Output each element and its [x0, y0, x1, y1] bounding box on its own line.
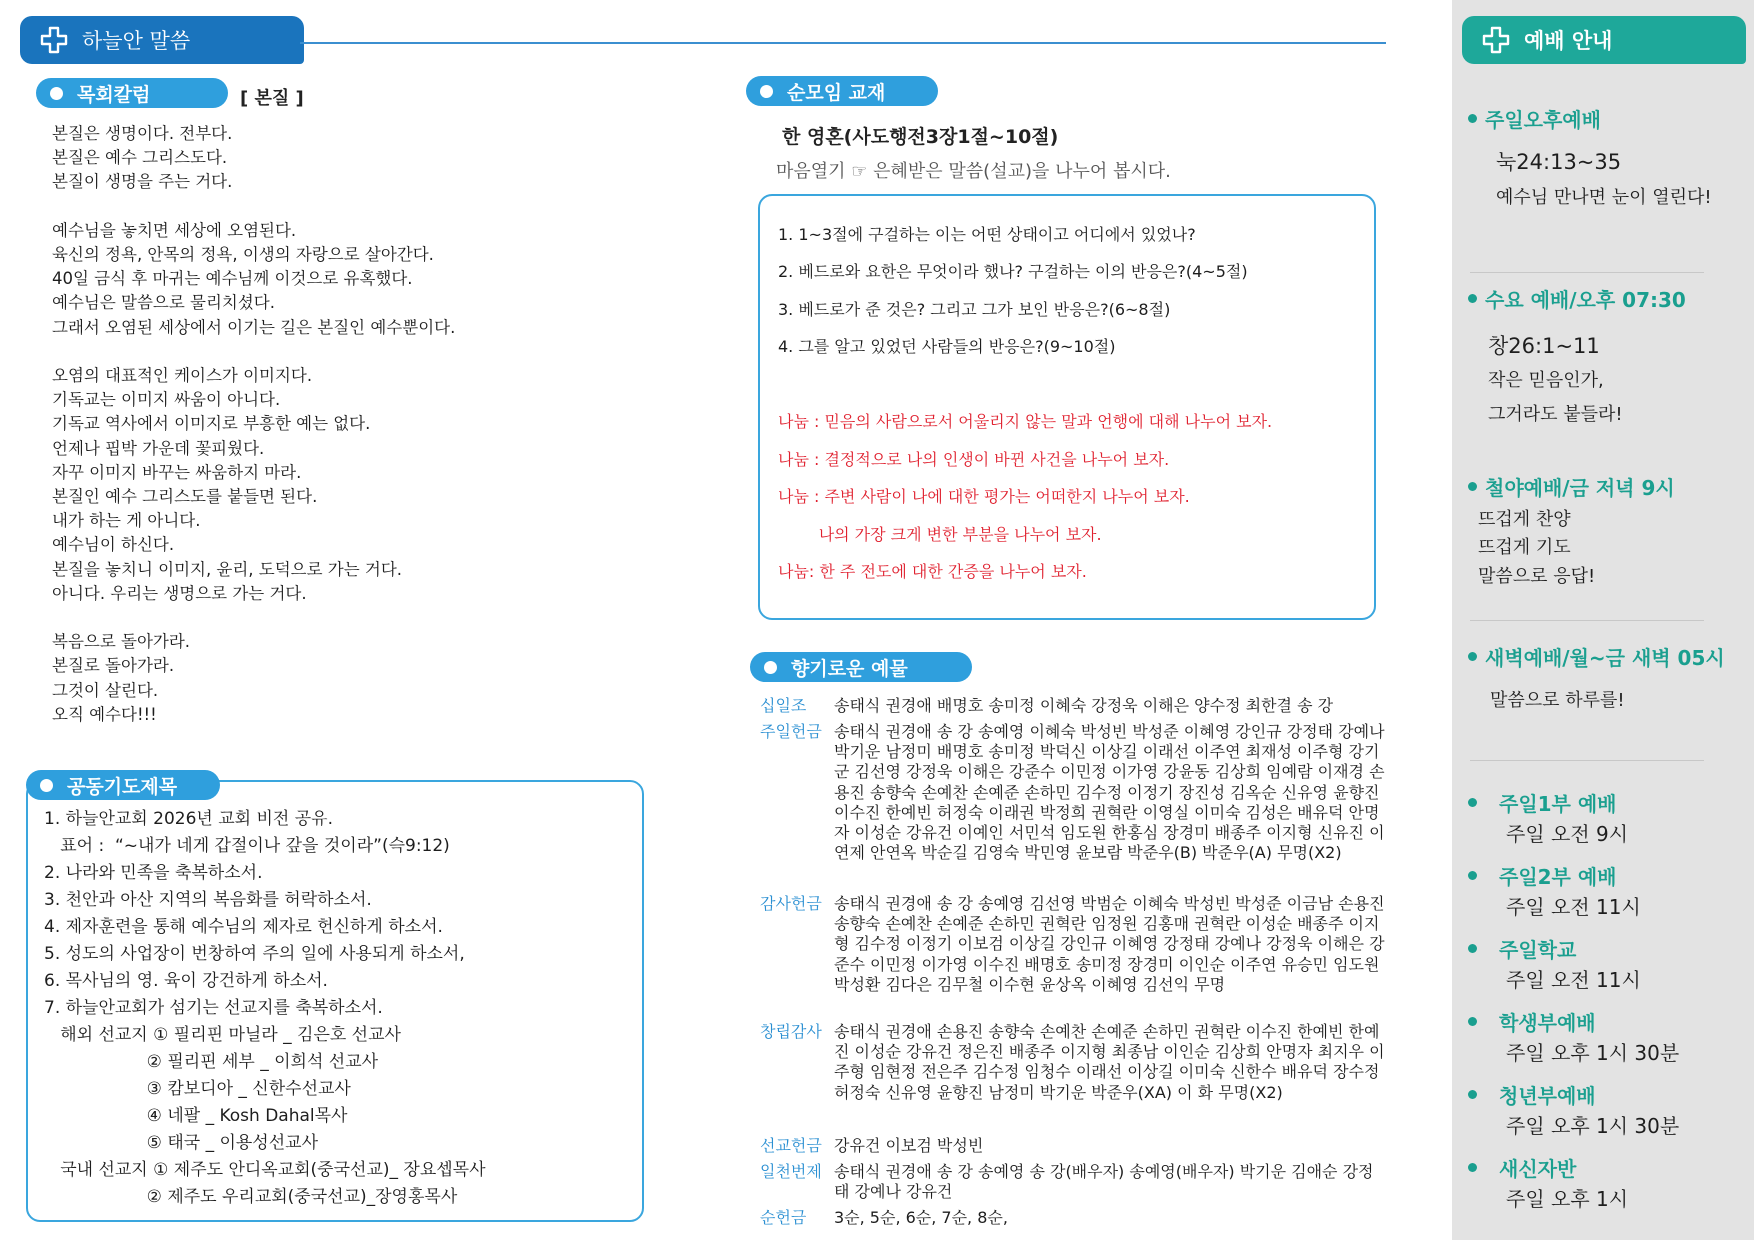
schedule-name: 주일1부 예배: [1499, 792, 1617, 816]
question-item: 4. 그를 알고 있었던 사람들의 반응은?(9~10절): [778, 337, 1116, 356]
bullet-icon: [1468, 652, 1477, 661]
bullet-icon: [1468, 1017, 1477, 1026]
bullet-icon: [1468, 944, 1477, 953]
cross-icon: [40, 26, 68, 54]
bullet-icon: [760, 85, 773, 98]
column-label-pill: [36, 78, 228, 108]
service-line: 창26:1~11: [1488, 334, 1600, 358]
prayer-label-pill: [26, 770, 220, 800]
worship-title: 예배 안내: [1524, 29, 1613, 53]
cell-label: 순모임 교재: [787, 81, 886, 104]
offerings-label: 향기로운 예물: [791, 657, 908, 680]
offering-type: 창립감사: [760, 1022, 822, 1041]
bullet-icon: [1468, 294, 1477, 303]
section-tag-sermon: [20, 16, 304, 64]
schedule-title: [1468, 934, 1576, 963]
offering-type: 주일헌금: [760, 722, 822, 741]
schedule-time: 주일 오전 11시: [1506, 968, 1641, 992]
bullet-icon: [1468, 482, 1477, 491]
offering-names: 송태식 권경애 송 강 송예영 김선영 박범순 이혜숙 박성빈 박성준 이금남 손용진 송향숙 손예찬 손예준 손하민 권혁란 임정원 김홍매 권혁란 이성순 배종주 이지형 김수정 이정기 이보검 이상길 강인규 이혜영 강정태 강예나 강정욱 이해은 강준수 이민정 이가영 이수진 배명호 송미정 장경미 이인순 이주연 유승민 임도원 박성환 김다은 김무철 이수현 윤상옥 이혜영 김선익 무명: [834, 894, 1385, 994]
offering-names: 3순, 5순, 6순, 7순, 8순,: [834, 1208, 1008, 1227]
bullet-icon: [1468, 1163, 1477, 1172]
prayer-label: 공동기도제목: [67, 775, 178, 798]
schedule-title: [1468, 1007, 1596, 1036]
sidebar-divider: [1470, 272, 1704, 273]
schedule-title: [1468, 861, 1616, 890]
cross-icon: [1482, 26, 1510, 54]
offering-names: 송태식 권경애 손용진 송향숙 손예찬 손예준 손하민 권혁란 이수진 한예빈 한예진 이성순 강유건 정은진 배종주 이지형 최종남 이인순 김상희 안명자 최지우 이주형 임현정 전은주 김수정 임청수 이래선 이상길 이미숙 신한수 배유덕 장수정 허정숙 신유영 윤향진 남정미 박기운 박준우(XA) 이 화 무명(X2): [834, 1022, 1385, 1102]
offering-names: 송태식 권경애 송 강 송예영 이혜숙 박성빈 박성준 이혜영 강인규 강정태 강예나 박기운 남정미 배명호 송미정 박덕신 이상길 이래선 이주연 최재성 이주형 강기군 김선영 강정욱 이해은 강준수 이민정 이가영 강윤동 김상희 임예람 이재경 손용진 송향숙 손예찬 손예준 손하민 김수정 이정기 장진성 김옥순 신유영 윤향진 이수진 한예빈 허정숙 이래권 박정희 권혁란 이영실 이미숙 김성은 배유덕 안명자 이성순 강유건 이예인 서민석 임도원 한홍심 장경미 배종주 이지형 신유진 이연제 안연옥 박순길 김영숙 박민영 윤보람 박준우(B) 박준우(A) 무명(X2): [834, 722, 1385, 863]
service-title: [1468, 642, 1725, 671]
service-title: [1468, 284, 1686, 313]
service-title: [1468, 472, 1675, 501]
header-rule: [300, 42, 1386, 44]
schedule-time: 주일 오전 11시: [1506, 895, 1641, 919]
bullet-icon: [1468, 871, 1477, 880]
bullet-icon: [40, 779, 53, 792]
service-line: 예수님 만나면 눈이 열린다!: [1496, 187, 1712, 208]
section-tag-worship: [1462, 16, 1746, 64]
offering-row: [760, 1162, 1380, 1204]
service-name: 새벽예배/월~금 새벽 05시: [1485, 646, 1725, 670]
service-line: 말씀으로 응답!: [1478, 566, 1596, 587]
cell-questions-box: [758, 194, 1376, 620]
schedule-name: 학생부예배: [1499, 1011, 1596, 1035]
cell-intro: 마음열기 ☞ 은혜받은 말씀(설교)을 나누어 봅시다.: [776, 161, 1171, 182]
offering-row: [760, 894, 1385, 1018]
schedule-name: 주일2부 예배: [1499, 865, 1617, 889]
prayer-body: 1. 하늘안교회 2026년 교회 비전 공유. 표어 : “~내가 네게 갑절이나 갚을 것이라”(슥9:12) 2. 나라와 민족을 축복하소서. 3. 천안과 아산 지역의 복음화를 허락하소서. 4. 제자훈련을 통해 예수님의 제자로 헌신하게 하소서. 5. 성도의 사업장이 번창하여 주의 일에 사용되게 하소서, 6. 목사님의 영. 육이 강건하게 하소서. 7. 하늘안교회가 섬기는 선교지를 축복하소서. 해외 선교지 ① 필리핀 마닐라 _ 김은호 선교사 ② 필리핀 세부 _ 이희석 선교사 ③ 캄보디아 _ 신한수선교사 ④ 네팔 _ Kosh Dahal목사 ⑤ 태국 _ 이용성선교사 국내 선교지 ① 제주도 안디옥교회(중국선교)_ 장요셉목사 ② 제주도 우리교회(중국선교)_장영홍목사: [44, 809, 486, 1207]
offering-row: [760, 1022, 1385, 1126]
schedule-title: [1468, 1153, 1576, 1182]
service-line: 그거라도 붙들라!: [1488, 404, 1623, 425]
bullet-icon: [764, 661, 777, 674]
bullet-icon: [1468, 114, 1477, 123]
service-name: 주일오후예배: [1485, 108, 1601, 132]
offering-type: 선교헌금: [760, 1136, 822, 1155]
schedule-name: 새신자반: [1499, 1157, 1577, 1181]
service-line: 말씀으로 하루를!: [1490, 690, 1625, 711]
schedule-time: 주일 오전 9시: [1506, 822, 1629, 846]
sharing-item: 나눔 : 결정적으로 나의 인생이 바뀐 사건을 나누어 보자.: [778, 450, 1170, 469]
schedule-time: 주일 오후 1시 30분: [1506, 1041, 1680, 1065]
question-item: 1. 1~3절에 구걸하는 이는 어떤 상태이고 어디에서 있었나?: [778, 225, 1196, 244]
offering-names: 송태식 권경애 송 강 송예영 송 강(배우자) 송예영(배우자) 박기운 김애순 강정태 강예나 강유건: [834, 1162, 1374, 1202]
cell-title: 한 영혼(사도행전3장1절~10절): [782, 126, 1059, 148]
offering-type: 감사헌금: [760, 894, 822, 913]
service-name: 철야예배/금 저녁 9시: [1485, 476, 1675, 500]
bullet-icon: [1468, 1090, 1477, 1099]
sharing-item: 나눔 : 주변 사람이 나에 대한 평가는 어떠한지 나누어 보자.: [778, 487, 1190, 506]
sidebar-divider: [1470, 620, 1704, 621]
offering-type: 순헌금: [760, 1208, 807, 1227]
schedule-name: 청년부예배: [1499, 1084, 1596, 1108]
offering-names: 강유건 이보검 박성빈: [834, 1136, 984, 1155]
schedule-time: 주일 오후 1시 30분: [1506, 1114, 1680, 1138]
question-item: 2. 베드로와 요한은 무엇이라 했나? 구걸하는 이의 반응은?(4~5절): [778, 262, 1248, 281]
service-line: 작은 믿음인가,: [1488, 370, 1604, 391]
offering-type: 일천번제: [760, 1162, 822, 1181]
offering-row: [760, 1208, 1380, 1230]
service-name: 수요 예배/오후 07:30: [1485, 288, 1686, 312]
bullet-icon: [50, 87, 63, 100]
sharing-item: 나의 가장 크게 변한 부분을 나누어 보자.: [778, 525, 1102, 544]
offering-names: 송태식 권경애 배명호 송미정 이혜숙 강정욱 이해은 양수정 최한결 송 강: [834, 696, 1334, 715]
sidebar-divider: [1470, 760, 1704, 761]
cell-label-pill: [746, 76, 938, 106]
offering-row: [760, 722, 1385, 888]
section-title: 하늘안 말씀: [82, 29, 191, 53]
service-title: [1468, 104, 1601, 133]
service-line: 뜨겁게 찬양: [1478, 509, 1571, 530]
schedule-title: [1468, 1080, 1596, 1109]
service-line: 뜨겁게 기도: [1478, 537, 1571, 558]
service-line: 눅24:13~35: [1496, 150, 1622, 174]
bullet-icon: [1468, 798, 1477, 807]
offering-row: [760, 1136, 1380, 1158]
schedule-name: 주일학교: [1499, 938, 1577, 962]
schedule-title: [1468, 788, 1616, 817]
column-subtitle: [ 본질 ]: [240, 88, 304, 109]
offering-type: 십일조: [760, 696, 807, 715]
column-body: 본질은 생명이다. 전부다. 본질은 예수 그리스도다. 본질이 생명을 주는 거다. 예수님을 놓치면 세상에 오염된다. 육신의 정욕, 안목의 정욕, 이생의 자랑으로 살아간다. 40일 금식 후 마귀는 예수님께 이것으로 유혹했다. 예수님은 말씀으로 물리치셨다. 그래서 오염된 세상에서 이기는 길은 본질인 예수뿐이다. 오염의 대표적인 케이스가 이미지다. 기독교는 이미지 싸움이 아니다. 기독교 역사에서 이미지로 부흥한 예는 없다. 언제나 핍박 가운데 꽃피웠다. 자꾸 이미지 바꾸는 싸움하지 마라. 본질인 예수 그리스도를 붙들면 된다. 내가 하는 게 아니다. 예수님이 하신다. 본질을 놓치니 이미지, 윤리, 도덕으로 가는 거다. 아니다. 우리는 생명으로 가는 거다. 복음으로 돌아가라. 본질로 돌아가라. 그것이 살린다. 오직 예수다!!!: [52, 124, 456, 724]
column-label: 목회칼럼: [77, 83, 151, 106]
sharing-item: 나눔: 한 주 전도에 대한 간증을 나누어 보자.: [778, 562, 1087, 581]
schedule-time: 주일 오후 1시: [1506, 1187, 1629, 1211]
offering-row: [760, 696, 1380, 718]
sharing-item: 나눔 : 믿음의 사람으로서 어울리지 않는 말과 언행에 대해 나누어 보자.: [778, 412, 1273, 431]
offerings-label-pill: [750, 652, 972, 682]
question-item: 3. 베드로가 준 것은? 그리고 그가 보인 반응은?(6~8절): [778, 300, 1171, 319]
